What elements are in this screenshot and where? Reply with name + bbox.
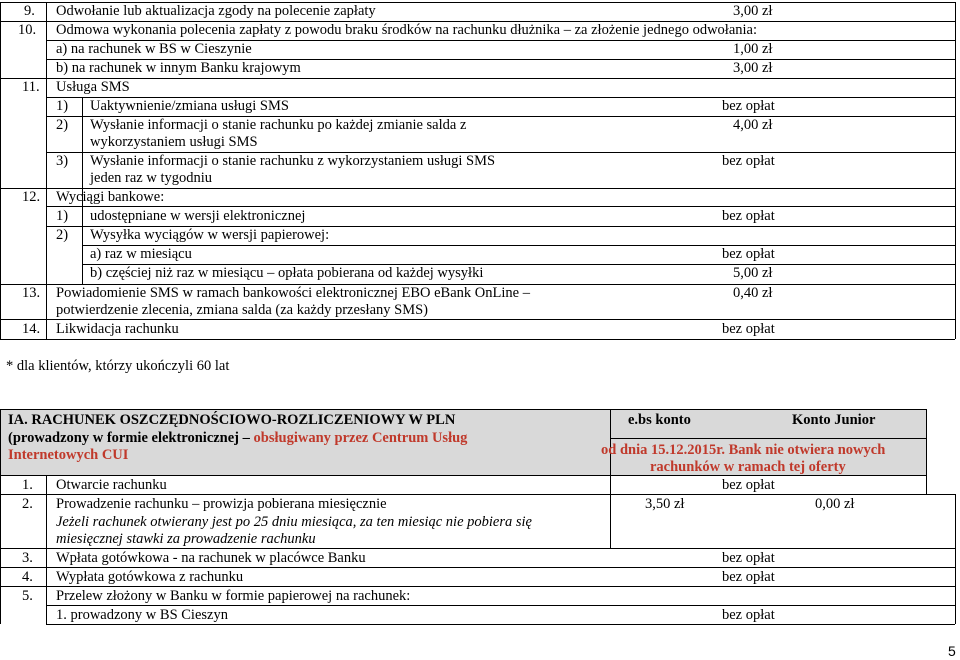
offer-note-line1: od dnia 15.12.2015r. Bank nie otwiera nowych (601, 442, 886, 458)
row-text: b) na rachunek w innym Banku krajowym (56, 60, 301, 76)
row-text: 1. prowadzony w BS Cieszyn (56, 607, 228, 623)
sms-item-text-cont: wykorzystaniem usługi SMS (90, 134, 258, 150)
paper-item-price: bez opłat (722, 246, 775, 262)
section-title: IA. RACHUNEK OSZCZĘDNOŚCIOWO-ROZLICZENIOWY W PLN (8, 412, 456, 428)
offer-note-line2: rachunków w ramach tej oferty (650, 459, 846, 475)
row-price: 0,40 zł (733, 285, 773, 301)
sms-item-number: 3) (56, 153, 69, 169)
row-text: Powiadomienie SMS w ramach bankowości elektronicznej EBO eBank OnLine – (56, 285, 530, 301)
row-text: Usługa SMS (56, 79, 130, 95)
sms-item-price: 4,00 zł (733, 117, 773, 133)
row-number: 4. (22, 569, 33, 585)
row-price: 3,00 zł (733, 60, 773, 76)
sms-item-text-cont: jeden raz w tygodniu (90, 170, 213, 186)
sms-item-text: Wysłanie informacji o stanie rachunku z wykorzystaniem usługi SMS (90, 153, 496, 169)
paper-item-text: a) raz w miesiącu (90, 246, 192, 262)
row-text: Otwarcie rachunku (56, 477, 167, 493)
row-price: 3,00 zł (733, 3, 773, 19)
row-number: 3. (22, 550, 33, 566)
row-note-cont: miesięcznej stawki za prowadzenie rachunku (56, 531, 316, 547)
column-header-ebs: e.bs konto (628, 412, 691, 428)
section-subtitle-c: Internetowych CUI (8, 447, 129, 463)
section-subtitle-a: (prowadzony w formie elektronicznej – (8, 430, 254, 446)
row-text: Odwołanie lub aktualizacja zgody na polecenie zapłaty (56, 3, 376, 19)
sms-item-number: 1) (56, 98, 69, 114)
row-note: Jeżeli rachunek otwierany jest po 25 dniu miesiąca, za ten miesiąc nie pobiera się (56, 514, 532, 530)
price-ebs: 3,50 zł (645, 496, 685, 512)
statement-item-price: bez opłat (722, 208, 775, 224)
section-subtitle (8, 430, 467, 447)
row-text: Przelew złożony w Banku w formie papierowej na rachunek: (56, 588, 411, 604)
row-price: bez opłat (722, 550, 775, 566)
row-price: bez opłat (722, 607, 775, 623)
paper-item-price: 5,00 zł (733, 265, 773, 281)
row-price: bez opłat (722, 477, 775, 493)
row-text: a) na rachunek w BS w Cieszynie (56, 41, 252, 57)
statement-item-number: 2) (56, 227, 69, 243)
row-number: 9. (24, 3, 35, 19)
row-price: bez opłat (722, 569, 775, 585)
page-number: 5 (948, 643, 956, 659)
row-text: Wyciągi bankowe: (56, 189, 165, 205)
row-text: Prowadzenie rachunku – prowizja pobierana miesięcznie (56, 496, 387, 512)
sms-item-text: Uaktywnienie/zmiana usługi SMS (90, 98, 289, 114)
row-text: Wpłata gotówkowa - na rachunek w placówce Banku (56, 550, 366, 566)
row-text: Likwidacja rachunku (56, 321, 179, 337)
row-number: 1. (22, 477, 33, 493)
statement-item-text: Wysyłka wyciągów w wersji papierowej: (90, 227, 330, 243)
row-text: Odmowa wykonania polecenia zapłaty z powodu braku środków na rachunku dłużnika – za złożenie jednego odwołania: (56, 22, 757, 38)
sms-item-price: bez opłat (722, 153, 775, 169)
sms-item-text: Wysłanie informacji o stanie rachunku po każdej zmianie salda z (90, 117, 467, 133)
row-number: 13. (22, 285, 41, 301)
row-price: bez opłat (722, 321, 775, 337)
footnote: * dla klientów, którzy ukończyli 60 lat (6, 358, 230, 374)
section-subtitle-b: obsługiwany przez Centrum Usług (253, 430, 468, 446)
sms-item-number: 2) (56, 117, 69, 133)
column-header-junior: Konto Junior (792, 412, 876, 428)
row-number: 11. (22, 79, 40, 95)
price-junior: 0,00 zł (815, 496, 855, 512)
row-number: 10. (18, 22, 37, 38)
statement-item-number: 1) (56, 208, 69, 224)
sms-item-price: bez opłat (722, 98, 775, 114)
paper-item-text: b) częściej niż raz w miesiącu – opłata pobierana od każdej wysyłki (90, 265, 484, 281)
row-price: 1,00 zł (733, 41, 773, 57)
row-number: 12. (22, 189, 41, 205)
row-text: Wypłata gotówkowa z rachunku (56, 569, 244, 585)
statement-item-text: udostępniane w wersji elektronicznej (90, 208, 306, 224)
row-number: 2. (22, 496, 33, 512)
row-number: 5. (22, 588, 33, 604)
row-number: 14. (22, 321, 41, 337)
row-text-cont: potwierdzenie zlecenia, zmiana salda (za każdy przesłany SMS) (56, 302, 429, 318)
